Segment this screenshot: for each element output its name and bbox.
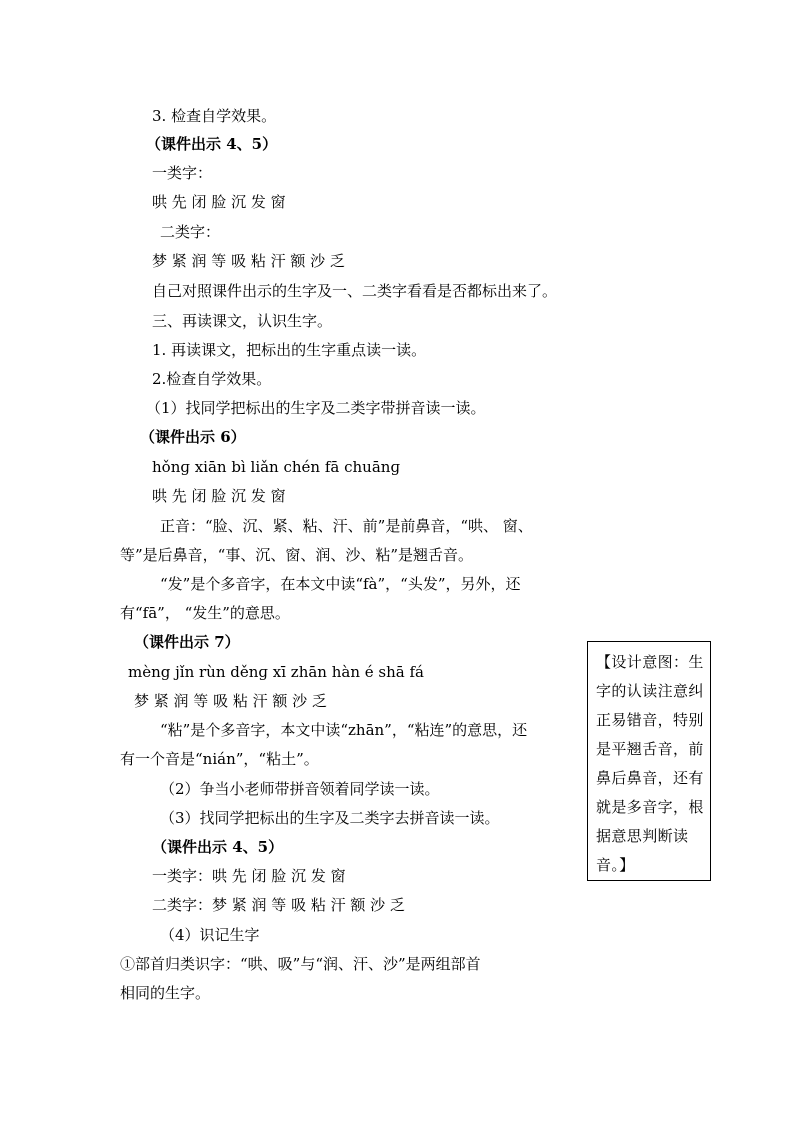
category-1-chars: 哄 先 闭 脸 沉 发 窗 (152, 193, 286, 211)
courseware-note-4-5-repeat: （课件出示 4、5） (152, 838, 284, 856)
courseware-note-6: （课件出示 6） (140, 428, 246, 446)
section-3-heading: 三、再读课文，认识生字。 (152, 312, 333, 330)
substep-4: （4）识记生字 (160, 926, 260, 944)
pronunciation-note-2: 等”是后鼻音，“事、沉、窗、润、沙、粘”是翘舌音。 (120, 546, 474, 564)
substep-3: （3）找同学把标出的生字及二类字去拼音读一读。 (160, 809, 500, 827)
category-2-summary: 二类字：梦 紧 润 等 吸 粘 汗 额 沙 乏 (152, 896, 405, 914)
pinyin-row-2: mèng jǐn rùn děnɡ xī zhān hàn é shā fá (128, 663, 424, 681)
design-intent-box: 【设计意图：生字的认读注意纠正易错音，特别是平翘舌音，前鼻后鼻音，还有就是多音字，根据意思判断读音。】 (587, 641, 711, 881)
radical-grouping-note-2: 相同的生字。 (120, 984, 211, 1002)
category-1-label: 一类字： (152, 164, 213, 182)
polyphone-zhan-note-1: “粘”是个多音字，本文中读“zhān”，“粘连”的意思，还 (160, 721, 528, 739)
step-3-heading: 3. 检查自学效果。 (152, 107, 277, 125)
category-2-label: 二类字： (160, 223, 221, 241)
polyphone-fa-note-2: 有“fā”， “发生”的意思。 (120, 604, 290, 622)
radical-grouping-note-1: ①部首归类识字：“哄、吸”与“润、汗、沙”是两组部首 (120, 955, 481, 973)
courseware-note-4-5: （课件出示 4、5） (146, 135, 278, 153)
courseware-note-7: （课件出示 7） (134, 633, 240, 651)
substep-2: （2）争当小老师带拼音领着同学读一读。 (160, 780, 440, 798)
pinyin-row-1: hǒnɡ xiān bì liǎn chén fā chuānɡ (152, 458, 401, 476)
self-check-instruction: 自己对照课件出示的生字及一、二类字看看是否都标出来了。 (152, 282, 558, 300)
pronunciation-note-1: 正音：“脸、沉、紧、粘、汗、前”是前鼻音，“哄、 窗、 (160, 517, 533, 535)
hanzi-row-1: 哄 先 闭 脸 沉 发 窗 (152, 487, 286, 505)
hanzi-row-2: 梦 紧 润 等 吸 粘 汗 额 沙 乏 (134, 692, 327, 710)
polyphone-fa-note-1: “发”是个多音字，在本文中读“fà”，“头发”，另外，还 (160, 575, 521, 593)
polyphone-zhan-note-2: 有一个音是“nián”，“粘土”。 (120, 750, 319, 768)
category-2-chars: 梦 紧 润 等 吸 粘 汗 额 沙 乏 (152, 252, 345, 270)
substep-1: （1）找同学把标出的生字及二类字带拼音读一读。 (146, 399, 486, 417)
category-1-summary: 一类字：哄 先 闭 脸 沉 发 窗 (152, 867, 346, 885)
step-1-read: 1. 再读课文，把标出的生字重点读一读。 (152, 341, 427, 359)
step-2-check: 2.检查自学效果。 (152, 370, 272, 388)
